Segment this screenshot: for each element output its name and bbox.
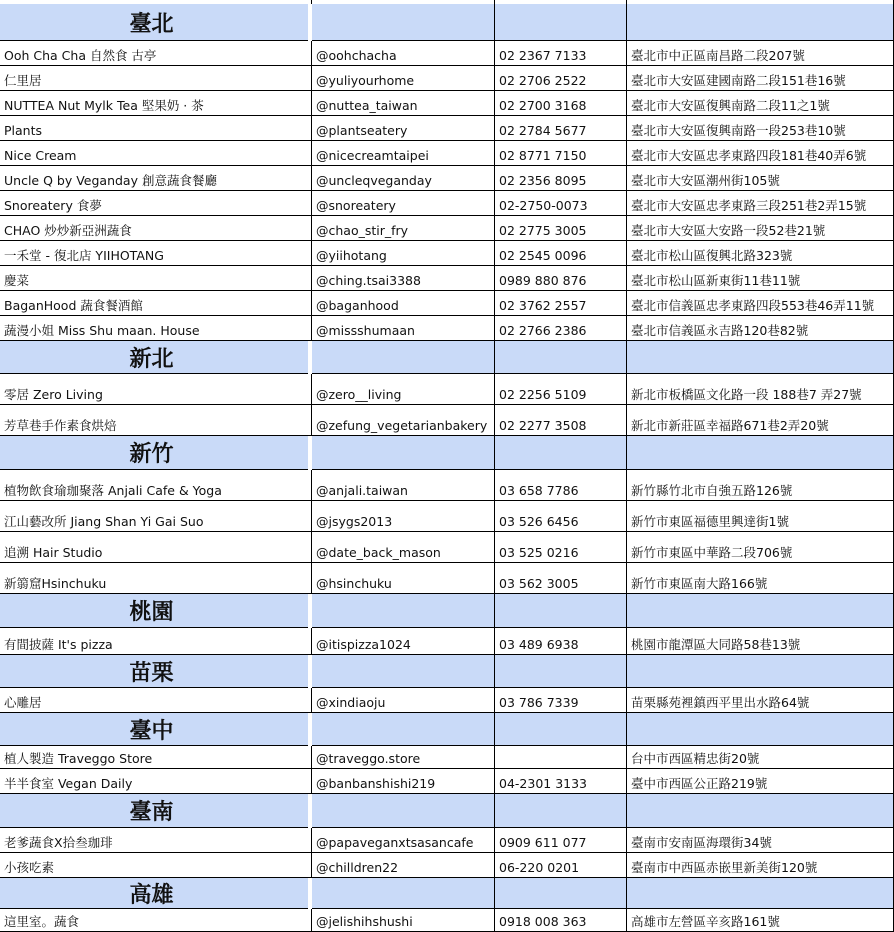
instagram-handle: @jelishihshushi — [316, 913, 413, 929]
address: 臺北市大安區復興南路一段253巷10號 — [631, 122, 846, 138]
restaurant-name-cell — [0, 191, 312, 216]
table-row — [0, 563, 894, 594]
address-cell — [627, 291, 894, 316]
address: 臺北市信義區忠孝東路四段553巷46弄11號 — [631, 297, 875, 313]
phone-number-cell — [495, 41, 627, 66]
column-gap — [308, 594, 312, 628]
instagram-handle: @chao_stir_fry — [316, 222, 409, 238]
region-name-cell — [0, 655, 312, 688]
instagram-handle: @plantseatery — [316, 122, 408, 138]
address-cell — [627, 828, 894, 853]
phone-number-cell — [495, 746, 627, 769]
restaurant-name-cell — [0, 91, 312, 116]
address-cell — [627, 66, 894, 91]
instagram-handle-cell — [312, 470, 495, 501]
phone-number-cell — [495, 470, 627, 501]
table-row — [0, 116, 894, 141]
instagram-handle-cell — [312, 374, 495, 405]
instagram-handle: @uncleqveganday — [316, 172, 432, 188]
restaurant-name-cell — [0, 216, 312, 241]
phone-number: 02 2545 0096 — [499, 247, 587, 263]
table-row — [0, 191, 894, 216]
table-row — [0, 141, 894, 166]
region-name: 高雄 — [129, 882, 174, 908]
address-cell — [627, 853, 894, 878]
address-cell — [627, 688, 894, 713]
restaurant-name-cell — [0, 563, 312, 594]
region-header-row — [0, 4, 894, 41]
region-header-row — [0, 436, 894, 470]
region-header-empty-cell — [627, 436, 894, 470]
region-header-empty-cell — [495, 594, 627, 628]
phone-number-cell — [495, 191, 627, 216]
address-cell — [627, 116, 894, 141]
address: 新北市新莊區幸福路671巷2弄20號 — [631, 417, 829, 433]
region-header-row — [0, 341, 894, 374]
instagram-handle: @zero__living — [316, 386, 402, 402]
instagram-handle-cell — [312, 141, 495, 166]
instagram-handle-cell — [312, 316, 495, 341]
address-cell — [627, 769, 894, 794]
address-cell — [627, 91, 894, 116]
region-header-empty-cell — [312, 4, 495, 41]
restaurant-name-cell — [0, 853, 312, 878]
instagram-handle: @yuliyourhome — [316, 72, 415, 88]
instagram-handle: @ching.tsai3388 — [316, 272, 421, 288]
address-cell — [627, 241, 894, 266]
restaurant-name-cell — [0, 66, 312, 91]
address-cell — [627, 746, 894, 769]
instagram-handle: @jsygs2013 — [316, 513, 393, 529]
region-header-row — [0, 713, 894, 746]
address-cell — [627, 628, 894, 655]
region-header-empty-cell — [495, 436, 627, 470]
restaurant-name: Plants — [4, 122, 43, 138]
restaurant-name-cell — [0, 405, 312, 436]
instagram-handle: @traveggo.store — [316, 750, 421, 766]
address: 新竹市東區南大路166號 — [631, 575, 768, 591]
phone-number: 02 2256 5109 — [499, 386, 587, 402]
table-row — [0, 405, 894, 436]
phone-number: 03 562 3005 — [499, 575, 579, 591]
address: 臺北市大安區忠孝東路三段251巷2弄15號 — [631, 197, 867, 213]
restaurant-name-cell — [0, 141, 312, 166]
instagram-handle: @xindiaoju — [316, 694, 386, 710]
address-cell — [627, 166, 894, 191]
table-row — [0, 909, 894, 932]
instagram-handle-cell — [312, 91, 495, 116]
instagram-handle: @zefung_vegetarianbakery — [316, 417, 488, 433]
instagram-handle: @nuttea_taiwan — [316, 97, 418, 113]
address: 新竹市東區福德里興達街1號 — [631, 513, 789, 529]
region-header-empty-cell — [627, 341, 894, 374]
phone-number-cell — [495, 266, 627, 291]
region-name: 桃園 — [129, 600, 174, 625]
region-header-empty-cell — [627, 878, 894, 909]
instagram-handle-cell — [312, 241, 495, 266]
instagram-handle-cell — [312, 688, 495, 713]
region-name: 臺北 — [129, 11, 174, 37]
address: 高雄市左營區辛亥路161號 — [631, 913, 780, 929]
restaurant-name: 蔬漫小姐 Miss Shu maan. House — [4, 322, 200, 338]
restaurant-name-cell — [0, 291, 312, 316]
restaurant-name: 芳草巷手作素食烘焙 — [4, 417, 117, 433]
instagram-handle: @date_back_mason — [316, 544, 441, 560]
phone-number: 02 2367 7133 — [499, 47, 587, 63]
restaurant-name-cell — [0, 769, 312, 794]
column-gap — [308, 655, 312, 688]
address: 臺北市松山區復興北路323號 — [631, 247, 793, 263]
restaurant-name: 有間披薩 It's pizza — [4, 636, 113, 652]
address-cell — [627, 374, 894, 405]
restaurant-name-cell — [0, 532, 312, 563]
phone-number-cell — [495, 563, 627, 594]
phone-number: 03 786 7339 — [499, 694, 579, 710]
instagram-handle-cell — [312, 291, 495, 316]
address: 苗栗縣苑裡鎮西平里出水路64號 — [631, 694, 810, 710]
phone-number: 02 2784 5677 — [499, 122, 587, 138]
instagram-handle-cell — [312, 116, 495, 141]
address: 桃園市龍潭區大同路58巷13號 — [631, 636, 801, 652]
column-gap — [308, 794, 312, 828]
phone-number-cell — [495, 769, 627, 794]
instagram-handle: @oohchacha — [316, 47, 397, 63]
restaurant-name-cell — [0, 909, 312, 932]
table-row — [0, 470, 894, 501]
restaurant-name: BaganHood 蔬食餐酒館 — [4, 297, 143, 313]
region-header-empty-cell — [627, 4, 894, 41]
phone-number-cell — [495, 688, 627, 713]
instagram-handle-cell — [312, 66, 495, 91]
phone-number-cell — [495, 532, 627, 563]
phone-number-cell — [495, 316, 627, 341]
instagram-handle: @nicecreamtaipei — [316, 147, 429, 163]
phone-number: 02 8771 7150 — [499, 147, 587, 163]
region-header-empty-cell — [627, 594, 894, 628]
phone-number-cell — [495, 828, 627, 853]
region-name-cell — [0, 436, 312, 470]
instagram-handle-cell — [312, 41, 495, 66]
region-header-empty-cell — [312, 878, 495, 909]
restaurant-name-cell — [0, 746, 312, 769]
restaurant-name-cell — [0, 374, 312, 405]
phone-number: 02 2775 3005 — [499, 222, 587, 238]
restaurant-name: Ooh Cha Cha 自然食 古亭 — [4, 47, 157, 63]
column-gap — [308, 341, 312, 374]
region-name: 臺中 — [129, 718, 174, 744]
region-header-empty-cell — [495, 878, 627, 909]
instagram-handle: @anjali.taiwan — [316, 482, 408, 498]
address: 新北市板橋區文化路一段 188巷7 弄27號 — [631, 386, 862, 402]
address-cell — [627, 316, 894, 341]
region-name-cell — [0, 794, 312, 828]
region-header-row — [0, 878, 894, 909]
instagram-handle: @papaveganxtsasancafe — [316, 834, 474, 850]
instagram-handle: @snoreatery — [316, 197, 396, 213]
phone-number: 03 658 7786 — [499, 482, 579, 498]
address-cell — [627, 563, 894, 594]
phone-number-cell — [495, 853, 627, 878]
region-header-empty-cell — [312, 794, 495, 828]
restaurant-name: 新篛窟Hsinchuku — [4, 575, 107, 591]
address: 新竹縣竹北市自強五路126號 — [631, 482, 793, 498]
region-header-empty-cell — [495, 655, 627, 688]
region-name-cell — [0, 341, 312, 374]
phone-number-cell — [495, 216, 627, 241]
phone-number-cell — [495, 141, 627, 166]
address-cell — [627, 216, 894, 241]
address: 臺北市大安區潮州街105號 — [631, 172, 780, 188]
address-cell — [627, 266, 894, 291]
table-row — [0, 166, 894, 191]
phone-number: 04-2301 3133 — [499, 775, 588, 791]
restaurant-name-cell — [0, 828, 312, 853]
instagram-handle-cell — [312, 628, 495, 655]
restaurant-name-cell — [0, 316, 312, 341]
address: 臺北市信義區永吉路120巷82號 — [631, 322, 809, 338]
restaurant-name: NUTTEA Nut Mylk Tea 堅果奶 · 茶 — [4, 97, 204, 113]
region-header-row — [0, 655, 894, 688]
region-header-empty-cell — [312, 341, 495, 374]
address-cell — [627, 141, 894, 166]
table-row — [0, 316, 894, 341]
address: 臺中市西區公正路219號 — [631, 775, 768, 791]
phone-number-cell — [495, 374, 627, 405]
phone-number: 02 2766 2386 — [499, 322, 587, 338]
restaurant-name-cell — [0, 501, 312, 532]
phone-number-cell — [495, 241, 627, 266]
column-gap — [308, 878, 312, 909]
phone-number-cell — [495, 116, 627, 141]
phone-number: 0909 611 077 — [499, 834, 587, 850]
table-row — [0, 266, 894, 291]
address: 新竹市東區中華路二段706號 — [631, 544, 793, 560]
region-header-empty-cell — [627, 794, 894, 828]
table-row — [0, 628, 894, 655]
phone-number: 02 2356 8095 — [499, 172, 587, 188]
column-gap — [308, 4, 312, 41]
table-row — [0, 853, 894, 878]
address-cell — [627, 501, 894, 532]
table-row — [0, 241, 894, 266]
region-name: 新北 — [129, 346, 174, 372]
restaurant-name-cell — [0, 166, 312, 191]
address-cell — [627, 41, 894, 66]
region-name: 苗栗 — [129, 660, 174, 686]
phone-number: 02 3762 2557 — [499, 297, 587, 313]
instagram-handle-cell — [312, 563, 495, 594]
region-header-empty-cell — [312, 655, 495, 688]
restaurant-name: 小孩吃素 — [4, 859, 55, 875]
instagram-handle-cell — [312, 828, 495, 853]
phone-number-cell — [495, 405, 627, 436]
phone-number-cell — [495, 66, 627, 91]
region-name-cell — [0, 878, 312, 909]
restaurant-name: 植物飲食瑜珈聚落 Anjali Cafe & Yoga — [4, 482, 222, 498]
restaurant-name: 一禾堂 - 復北店 YIIHOTANG — [4, 247, 164, 263]
address: 台中市西區精忠街20號 — [631, 750, 760, 766]
address: 臺南市中西區赤嵌里新美街120號 — [631, 859, 818, 875]
instagram-handle-cell — [312, 191, 495, 216]
table-row — [0, 828, 894, 853]
phone-number-cell — [495, 91, 627, 116]
phone-number-cell — [495, 909, 627, 932]
table-row — [0, 746, 894, 769]
phone-number: 0989 880 876 — [499, 272, 587, 288]
instagram-handle-cell — [312, 532, 495, 563]
restaurant-name: 仁里居 — [4, 72, 42, 88]
restaurant-name-cell — [0, 241, 312, 266]
phone-number: 02-2750-0073 — [499, 197, 588, 213]
region-name-cell — [0, 4, 312, 41]
restaurant-name: 慶菜 — [4, 272, 30, 288]
restaurant-name: 零居 Zero Living — [4, 386, 103, 402]
restaurant-name-cell — [0, 41, 312, 66]
restaurant-name: Snoreatery 食夢 — [4, 197, 102, 213]
restaurant-name: Uncle Q by Veganday 創意蔬食餐廳 — [4, 172, 217, 188]
phone-number: 0918 008 363 — [499, 913, 587, 929]
address: 臺北市松山區新東街11巷11號 — [631, 272, 801, 288]
instagram-handle-cell — [312, 266, 495, 291]
phone-number: 03 489 6938 — [499, 636, 579, 652]
phone-number-cell — [495, 628, 627, 655]
table-row — [0, 374, 894, 405]
region-name: 新竹 — [129, 442, 174, 467]
table-row — [0, 91, 894, 116]
instagram-handle-cell — [312, 769, 495, 794]
instagram-handle: @baganhood — [316, 297, 399, 313]
table-row — [0, 769, 894, 794]
phone-number: 06-220 0201 — [499, 859, 580, 875]
address: 臺北市大安區建國南路二段151巷16號 — [631, 72, 846, 88]
table-row — [0, 66, 894, 91]
instagram-handle-cell — [312, 216, 495, 241]
region-header-empty-cell — [627, 655, 894, 688]
restaurant-name: 心雕居 — [4, 694, 42, 710]
restaurant-name: 老爹蔬食X拾叁珈琲 — [4, 834, 113, 850]
address: 臺南市安南區海環街34號 — [631, 834, 772, 850]
address: 臺北市大安區復興南路二段11之1號 — [631, 97, 830, 113]
region-header-empty-cell — [312, 594, 495, 628]
restaurant-name: CHAO 炒炒新亞洲蔬食 — [4, 222, 132, 238]
phone-number-cell — [495, 291, 627, 316]
instagram-handle: @banbanshishi219 — [316, 775, 436, 791]
address: 臺北市大安區大安路一段52巷21號 — [631, 222, 826, 238]
restaurant-name-cell — [0, 116, 312, 141]
phone-number: 03 525 0216 — [499, 544, 579, 560]
phone-number-cell — [495, 501, 627, 532]
instagram-handle: @hsinchuku — [316, 575, 392, 591]
region-header-row — [0, 594, 894, 628]
address: 臺北市大安區忠孝東路四段181巷40弄6號 — [631, 147, 867, 163]
address-cell — [627, 405, 894, 436]
table-row — [0, 532, 894, 563]
instagram-handle-cell — [312, 909, 495, 932]
region-header-empty-cell — [495, 4, 627, 41]
instagram-handle-cell — [312, 746, 495, 769]
column-gap — [308, 436, 312, 470]
region-header-empty-cell — [495, 794, 627, 828]
instagram-handle: @chilldren22 — [316, 859, 399, 875]
table-row — [0, 41, 894, 66]
instagram-handle: @itispizza1024 — [316, 636, 411, 652]
table-row — [0, 501, 894, 532]
table-row — [0, 291, 894, 316]
column-gap — [308, 713, 312, 746]
region-name-cell — [0, 713, 312, 746]
restaurant-name-cell — [0, 470, 312, 501]
phone-number: 02 2277 3508 — [499, 417, 587, 433]
address-cell — [627, 532, 894, 563]
region-header-empty-cell — [627, 713, 894, 746]
restaurant-name-cell — [0, 688, 312, 713]
phone-number: 02 2700 3168 — [499, 97, 587, 113]
region-header-empty-cell — [495, 713, 627, 746]
phone-number: 03 526 6456 — [499, 513, 579, 529]
restaurant-name: 追溯 Hair Studio — [4, 544, 103, 560]
restaurant-name: 江山藝改所 Jiang Shan Yi Gai Suo — [4, 513, 204, 529]
restaurant-name-cell — [0, 266, 312, 291]
table-row — [0, 216, 894, 241]
region-header-empty-cell — [312, 713, 495, 746]
address: 臺北市中正區南昌路二段207號 — [631, 47, 805, 63]
instagram-handle-cell — [312, 166, 495, 191]
region-header-empty-cell — [312, 436, 495, 470]
table-row — [0, 688, 894, 713]
instagram-handle: @yiihotang — [316, 247, 387, 263]
instagram-handle-cell — [312, 405, 495, 436]
region-header-row — [0, 794, 894, 828]
phone-number-cell — [495, 166, 627, 191]
restaurant-name: Nice Cream — [4, 147, 77, 163]
restaurant-name-cell — [0, 628, 312, 655]
region-header-empty-cell — [495, 341, 627, 374]
restaurant-name: 半半食室 Vegan Daily — [4, 775, 133, 791]
region-name-cell — [0, 594, 312, 628]
region-name: 臺南 — [129, 800, 174, 825]
instagram-handle-cell — [312, 853, 495, 878]
address-cell — [627, 470, 894, 501]
address-cell — [627, 909, 894, 932]
restaurant-name: 植人製造 Traveggo Store — [4, 750, 153, 766]
instagram-handle-cell — [312, 501, 495, 532]
phone-number: 02 2706 2522 — [499, 72, 587, 88]
restaurant-name: 這里室。蔬食 — [4, 913, 80, 929]
address-cell — [627, 191, 894, 216]
instagram-handle: @missshumaan — [316, 322, 415, 338]
